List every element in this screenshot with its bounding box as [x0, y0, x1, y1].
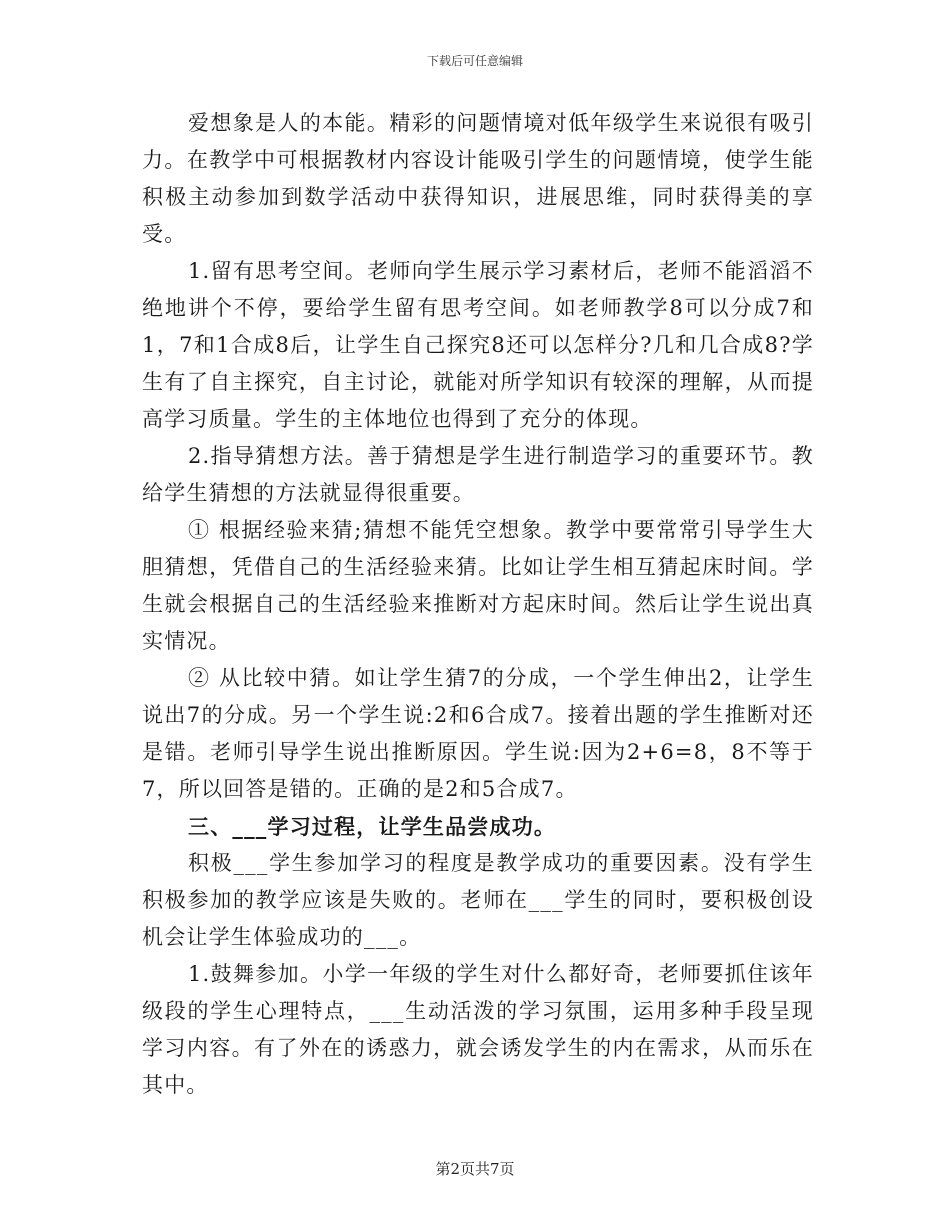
paragraph-intro: 爱想象是人的本能。精彩的问题情境对低年级学生来说很有吸引力。在教学中可根据教材内容设计能吸引学生的问题情境，使学生能积极主动参加到数学活动中获得知识，进展思维，同时获得美的享受。 [142, 111, 814, 246]
paragraph-guess-by-comparison: ② 从比较中猜。如让学生猜7的分成，一个学生伸出2，让学生说出7的分成。另一个学生说:2和6合成7。接着出题的学生推断对还是错。老师引导学生说出推断原因。学生说:因为2+6=8，8不等于7，所以回答是错的。正确的是2和5合成7。 [142, 666, 814, 801]
paragraph-participation: 积极___学生参加学习的程度是教学成功的重要因素。没有学生积极参加的教学应该是失败的。老师在___学生的同时，要积极创设机会让学生体验成功的___。 [142, 851, 814, 949]
page-footer: 第2页共7页 [435, 1160, 515, 1178]
page-header: 下载后可任意编辑 [426, 54, 523, 68]
paragraph-guess-method: 2.指导猜想方法。善于猜想是学生进行制造学习的重要环节。教给学生猜想的方法就显得很重要。 [142, 444, 814, 505]
paragraph-encourage: 1.鼓舞参加。小学一年级的学生对什么都好奇，老师要抓住该年级段的学生心理特点，___生动活泼的学习氛围，运用多种手段呈现学习内容。有了外在的诱惑力，就会诱发学生的内在需求，从而乐在其中。 [142, 962, 814, 1097]
document-body [142, 105, 814, 1104]
section-heading-three: 三、___学习过程，让学生品尝成功。 [188, 814, 557, 839]
paragraph-thinking-space: 1.留有思考空间。老师向学生展示学习素材后，老师不能滔滔不绝地讲个不停，要给学生留有思考空间。如老师教学8可以分成7和1，7和1合成8后，让学生自己探究8还可以怎样分?几和几合成8?学生有了自主探究，自主讨论，就能对所学知识有较深的理解，从而提高学习质量。学生的主体地位也得到了充分的体现。 [142, 259, 814, 431]
paragraph-guess-by-experience: ① 根据经验来猜;猜想不能凭空想象。教学中要常常引导学生大胆猜想，凭借自己的生活经验来猜。比如让学生相互猜起床时间。学生就会根据自己的生活经验来推断对方起床时间。然后让学生说出真实情况。 [142, 518, 814, 653]
